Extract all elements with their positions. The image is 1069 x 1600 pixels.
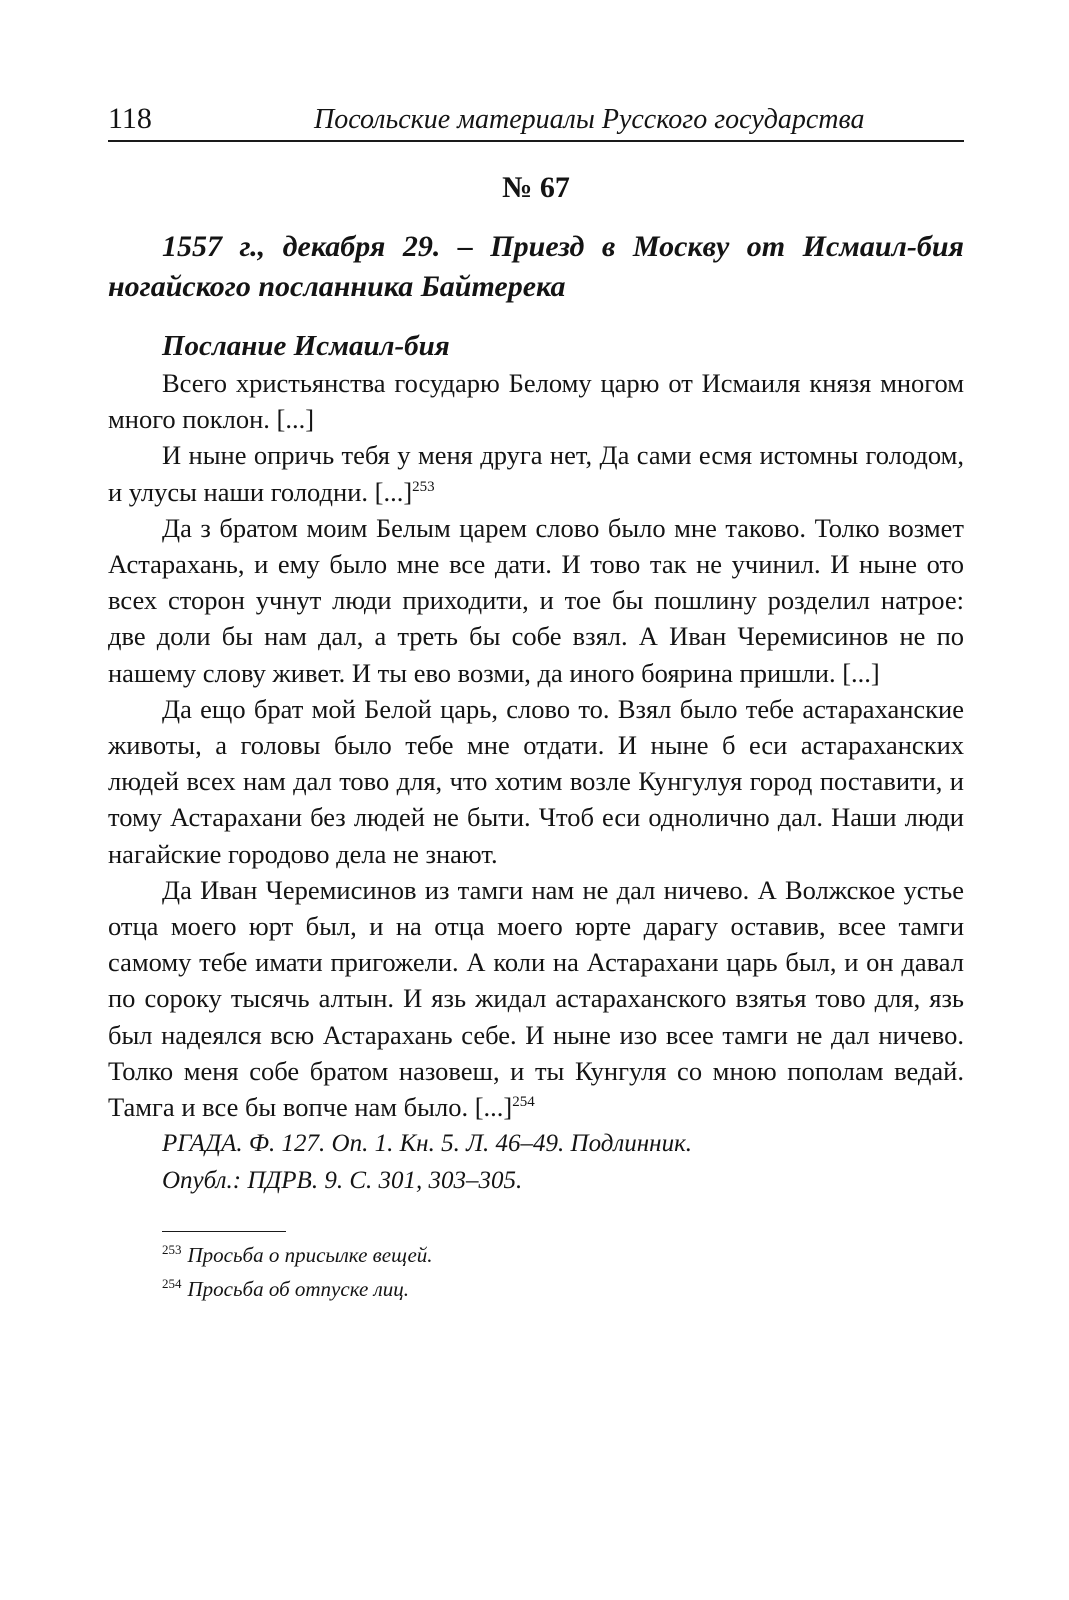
footnote-253 xyxy=(162,1238,964,1272)
paragraph xyxy=(108,691,964,872)
paragraph-text: Да Иван Черемисинов из тамги нам не дал ничево. А Волжское устье отца моего юрт был, и на отца моего юрте дарагу оставив, всее тамги самому тебе имати пригожели. А коли на Астарахани царь был, и он давал по сороку тысячь алтын. И язь жидал астараханского взятья тово для, язь был надеялся всю Астарахань себе. И ныне изо всее тамги не дал ничево. Толко меня собе братом назовеш, и ты Кунгуля со мною пополам ведай. Тамга и все бы вопче нам было. [...] xyxy=(108,874,964,1123)
section-title: Послание Исмаил-бия xyxy=(162,330,450,362)
footnote-mark: 253 xyxy=(162,1242,182,1258)
footnote-text: Просьба об отпуске лиц. xyxy=(187,1277,409,1302)
running-head xyxy=(108,96,964,142)
running-title: Посольские материалы Русского государства xyxy=(314,104,865,135)
footnote-ref-253[interactable]: 253 xyxy=(412,478,435,495)
paragraph xyxy=(108,510,964,691)
paragraph-text: Да з братом моим Белым царем слово было мне таково. Толко возмет Астарахань, и ему было мне все дати. И тово так не учинил. И ныне ото всех сторон учнут люди приходити, и тое бы пошлину розделил натрое: две доли бы нам дал, а треть бы собе взял. А Иван Черемисинов не по нашему слову живет. И ты ево возми, да иного боярина пришли. [...] xyxy=(108,512,964,688)
paragraph-text: И ныне опричь тебя у меня друга нет, Да сами есмя истомны голодом, и улусы наши голодни. [...] xyxy=(108,440,964,507)
document-heading: 1557 г., декабря 29. – Приезд в Москву от Исмаил-бия ногайского посланника Байтерека xyxy=(108,230,964,303)
document-number: № 67 xyxy=(502,171,570,204)
footnote-divider xyxy=(162,1231,286,1232)
footnote-text: Просьба о присылке вещей. xyxy=(187,1243,433,1268)
paragraph xyxy=(108,437,964,509)
footnote-ref-254[interactable]: 254 xyxy=(512,1094,535,1111)
letter-body xyxy=(108,365,964,1125)
footnotes xyxy=(108,1238,964,1306)
publication-citation: Опубл.: ПДРВ. 9. С. 301, 303–305. xyxy=(162,1167,523,1195)
book-page xyxy=(108,96,964,1306)
paragraph-text: Всего христьянства государю Белому царю от Исмаиля князя многом много поклон. [...] xyxy=(108,368,964,435)
page-number: 118 xyxy=(108,102,152,135)
footnote-mark: 254 xyxy=(162,1276,182,1292)
footnote-254 xyxy=(162,1272,964,1306)
paragraph xyxy=(108,872,964,1125)
archive-citation: РГАДА. Ф. 127. Оп. 1. Кн. 5. Л. 46–49. Подлинник. xyxy=(162,1130,693,1158)
paragraph xyxy=(108,365,964,437)
paragraph-text: Да ещо брат мой Белой царь, слово то. Взял было тебе астараханские животы, а головы было тебе мне отдати. И ныне б еси астараханских людей всех нам дал тово для, что хотим возле Кунгулуя город поставити, и тому Астарахани без людей не быти. Чтоб еси однолично дал. Наши люди нагайские городово дела не знают. xyxy=(108,693,964,869)
